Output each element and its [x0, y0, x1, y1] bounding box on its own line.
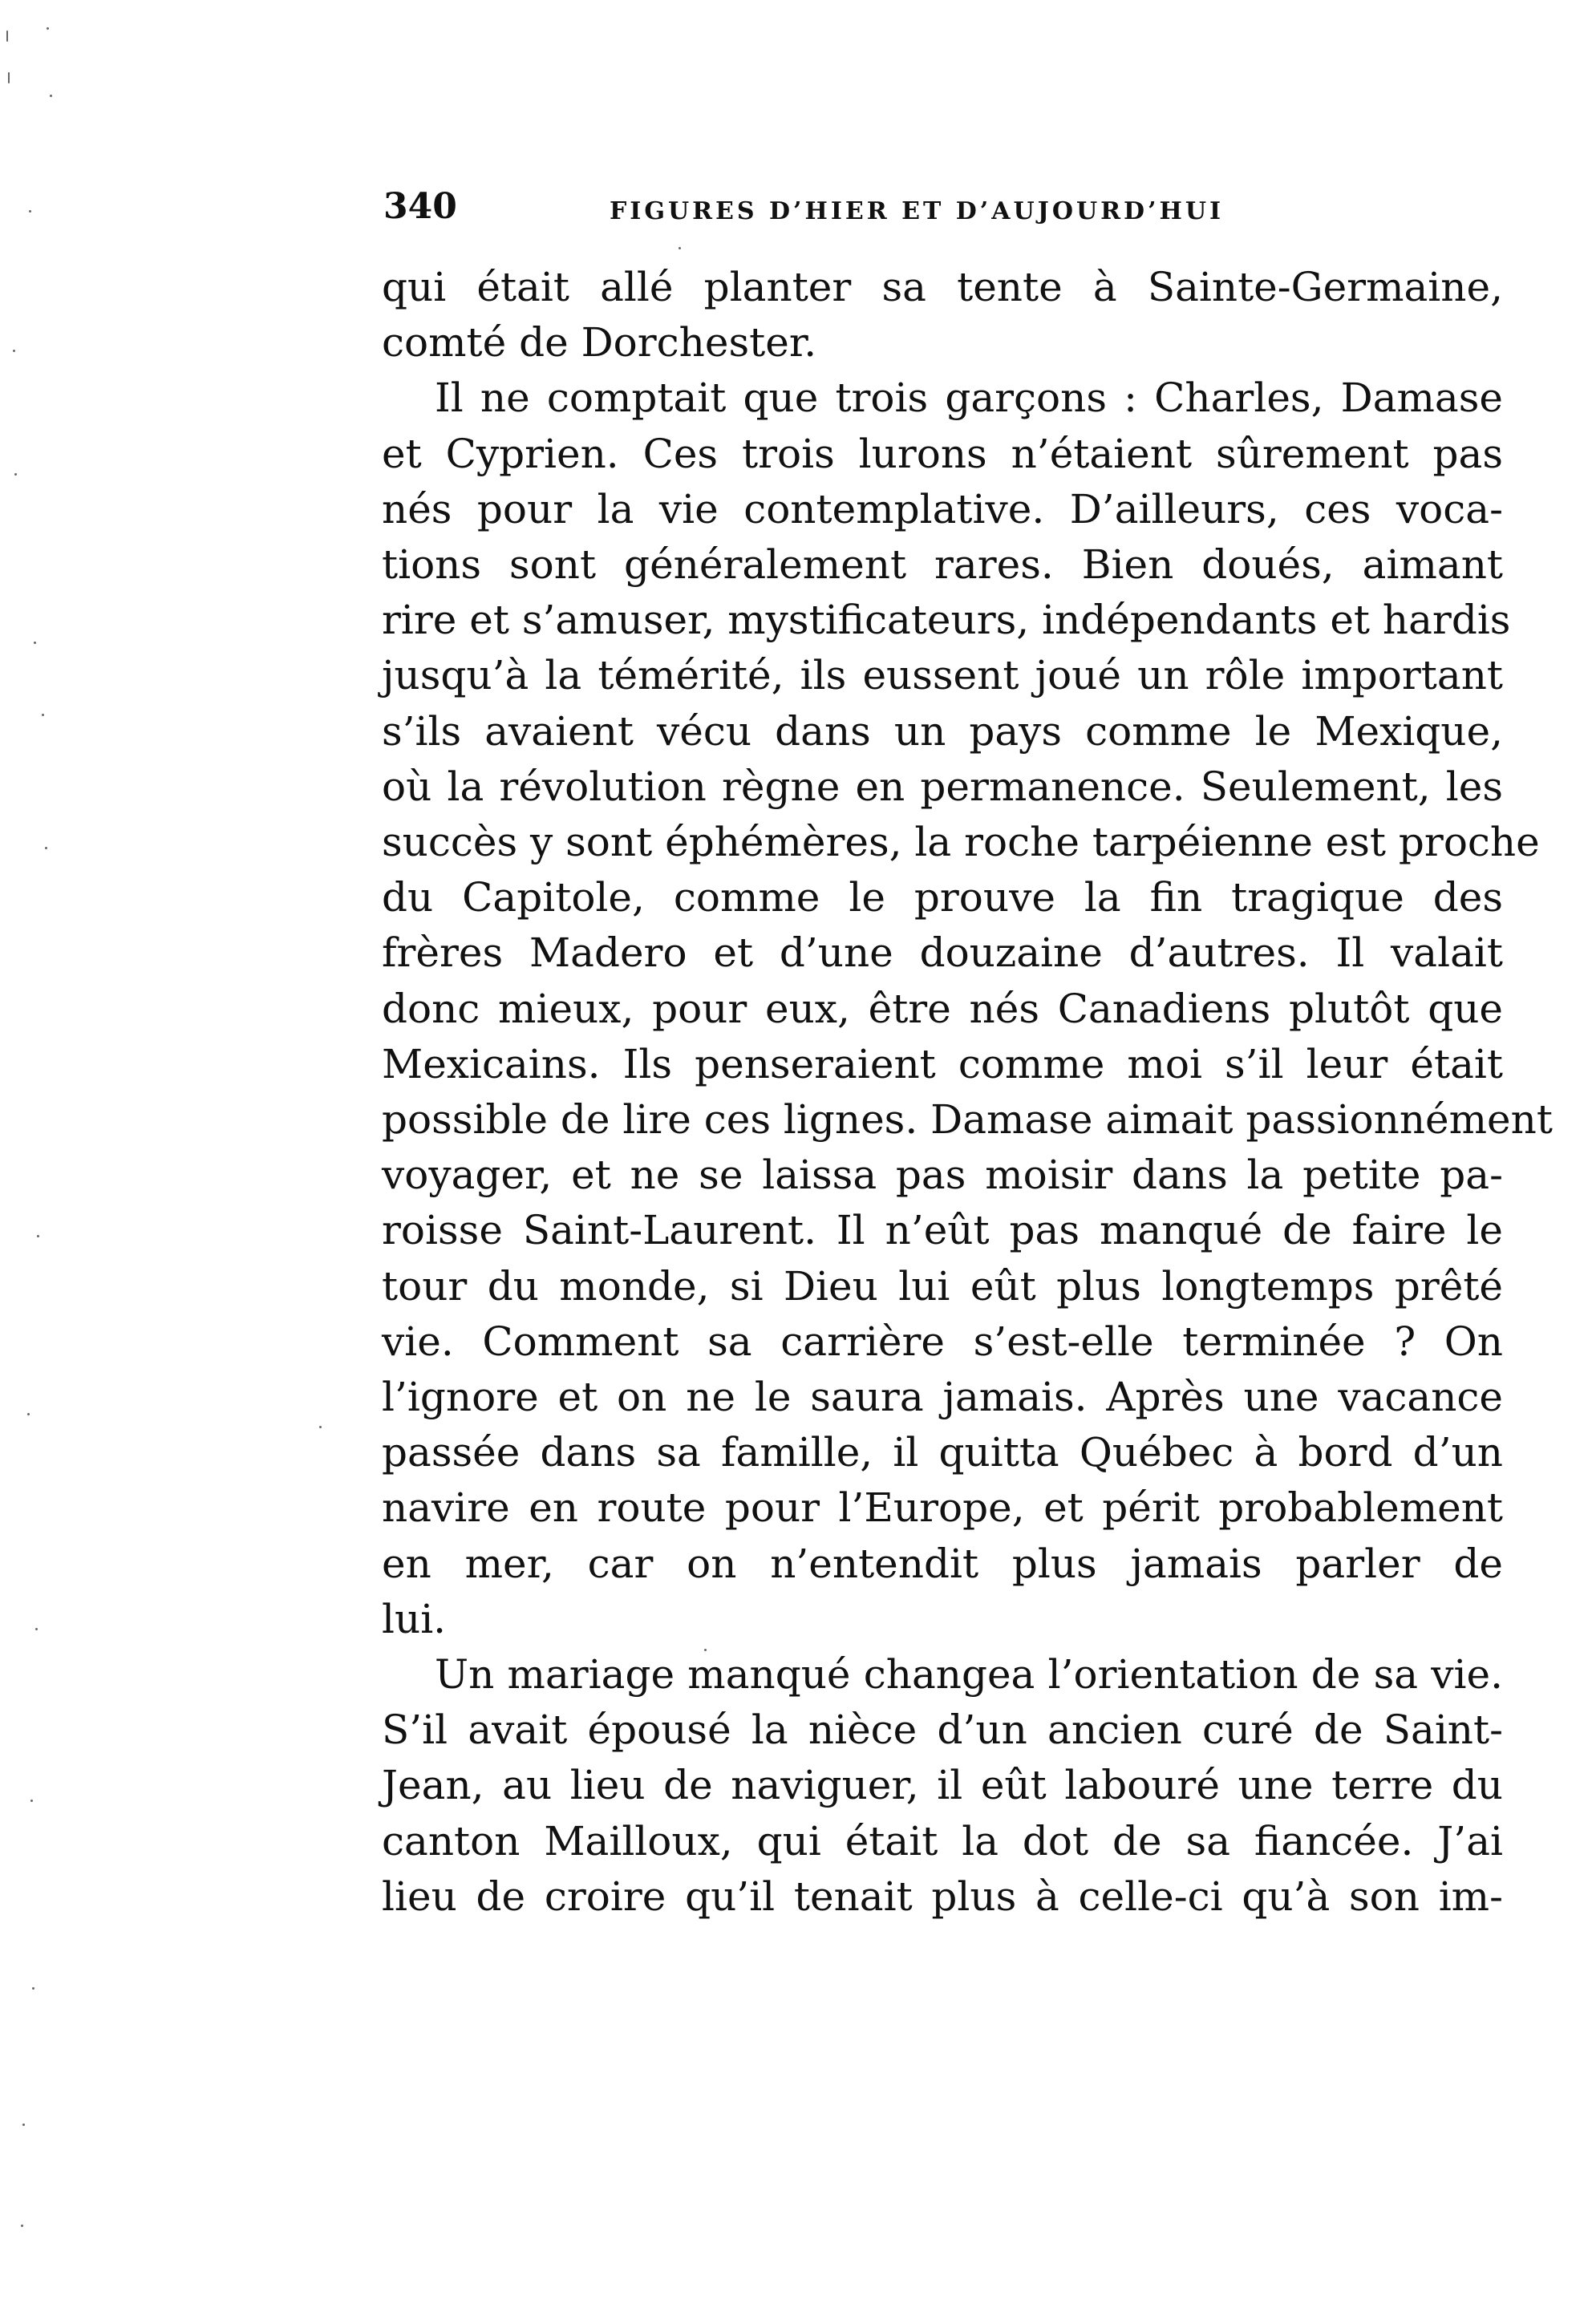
text-line: du Capitole, comme le prouve la fin tragique des — [382, 874, 1503, 921]
text-line: vie. Comment sa carrière s’est-elle terminée ? On — [382, 1318, 1503, 1365]
scan-speck — [679, 247, 681, 249]
scan-speck — [8, 72, 10, 83]
text-line: Jean, au lieu de naviguer, il eût labouré une terre du — [382, 1762, 1503, 1809]
text-line: tions sont généralement rares. Bien doués, aimant — [382, 541, 1503, 589]
text-line: Mexicains. Ils penseraient comme moi s’il leur était — [382, 1040, 1503, 1087]
text-line: voyager, et ne se laissa pas moisir dans la petite pa- — [382, 1152, 1503, 1199]
text-line: où la révolution règne en permanence. Seulement, les — [382, 763, 1503, 810]
scan-speck — [21, 2225, 23, 2227]
scan-speck — [50, 95, 52, 97]
text-line: frères Madero et d’une douzaine d’autres. Il valait — [382, 929, 1503, 977]
body-text — [382, 260, 1553, 1925]
paragraph-1 — [382, 260, 1503, 370]
scan-speck — [6, 30, 8, 42]
scan-speck — [27, 1413, 30, 1415]
text-line: en mer, car on n’entendit plus jamais parler de — [382, 1540, 1503, 1587]
text-line: tour du monde, si Dieu lui eût plus longtemps prêté — [382, 1262, 1503, 1310]
text-line: navire en route pour l’Europe, et périt probablement — [382, 1484, 1503, 1532]
scan-speck — [34, 642, 36, 644]
running-head: FIGURES D’HIER ET D’AUJOURD’HUI — [610, 197, 1225, 225]
scan-speck — [37, 1235, 39, 1237]
text-line: jusqu’à la témérité, ils eussent joué un rôle important — [382, 652, 1503, 699]
text-line: rire et s’amuser, mystificateurs, indépendants et hardis — [382, 597, 1511, 644]
scan-speck — [35, 1628, 38, 1630]
scan-speck — [319, 1426, 322, 1428]
scan-speck — [13, 350, 15, 352]
text-line: S’il avait épousé la nièce d’un ancien curé de Saint- — [382, 1707, 1503, 1754]
paragraph-2 — [382, 370, 1553, 1647]
text-line: succès y sont éphémères, la roche tarpéienne est proche — [382, 819, 1540, 866]
scan-speck — [42, 714, 44, 716]
text-line: lieu de croire qu’il tenait plus à celle-ci qu’à son im- — [382, 1873, 1503, 1920]
scan-speck — [32, 1987, 34, 1990]
text-line: s’ils avaient vécu dans un pays comme le Mexique, — [382, 707, 1503, 755]
paragraph-3 — [382, 1647, 1503, 1925]
text-line: qui était allé planter sa tente à Sainte-Germaine, — [382, 264, 1503, 310]
text-line: l’ignore et on ne le saura jamais. Après une vacance — [382, 1374, 1503, 1421]
text-line: Un mariage manqué changea l’orientation de sa vie. — [435, 1651, 1503, 1698]
text-line: donc mieux, pour eux, être nés Canadiens plutôt que — [382, 985, 1503, 1032]
scan-speck — [14, 473, 17, 476]
scan-speck — [29, 210, 31, 213]
scan-speck — [30, 1800, 33, 1802]
text-line: roisse Saint-Laurent. Il n’eût pas manqué de faire le — [382, 1207, 1503, 1254]
text-line: canton Mailloux, qui était la dot de sa fiancée. J’ai — [382, 1817, 1503, 1864]
text-line: et Cyprien. Ces trois lurons n’étaient sûrement pas — [382, 430, 1503, 477]
text-line: lui. — [382, 1595, 447, 1642]
scan-speck — [47, 27, 49, 30]
text-line: comté de Dorchester. — [382, 319, 817, 366]
scan-speck — [45, 847, 47, 849]
page-number: 340 — [383, 186, 457, 227]
text-line: possible de lire ces lignes. Damase aimait passionnément — [382, 1096, 1553, 1144]
page-header — [383, 186, 1530, 242]
text-line: passée dans sa famille, il quitta Québec à bord d’un — [382, 1429, 1503, 1476]
text-line: nés pour la vie contemplative. D’ailleurs, ces voca- — [382, 485, 1503, 532]
text-line: Il ne comptait que trois garçons : Charles, Damase — [435, 375, 1503, 422]
scan-speck — [22, 2124, 25, 2126]
